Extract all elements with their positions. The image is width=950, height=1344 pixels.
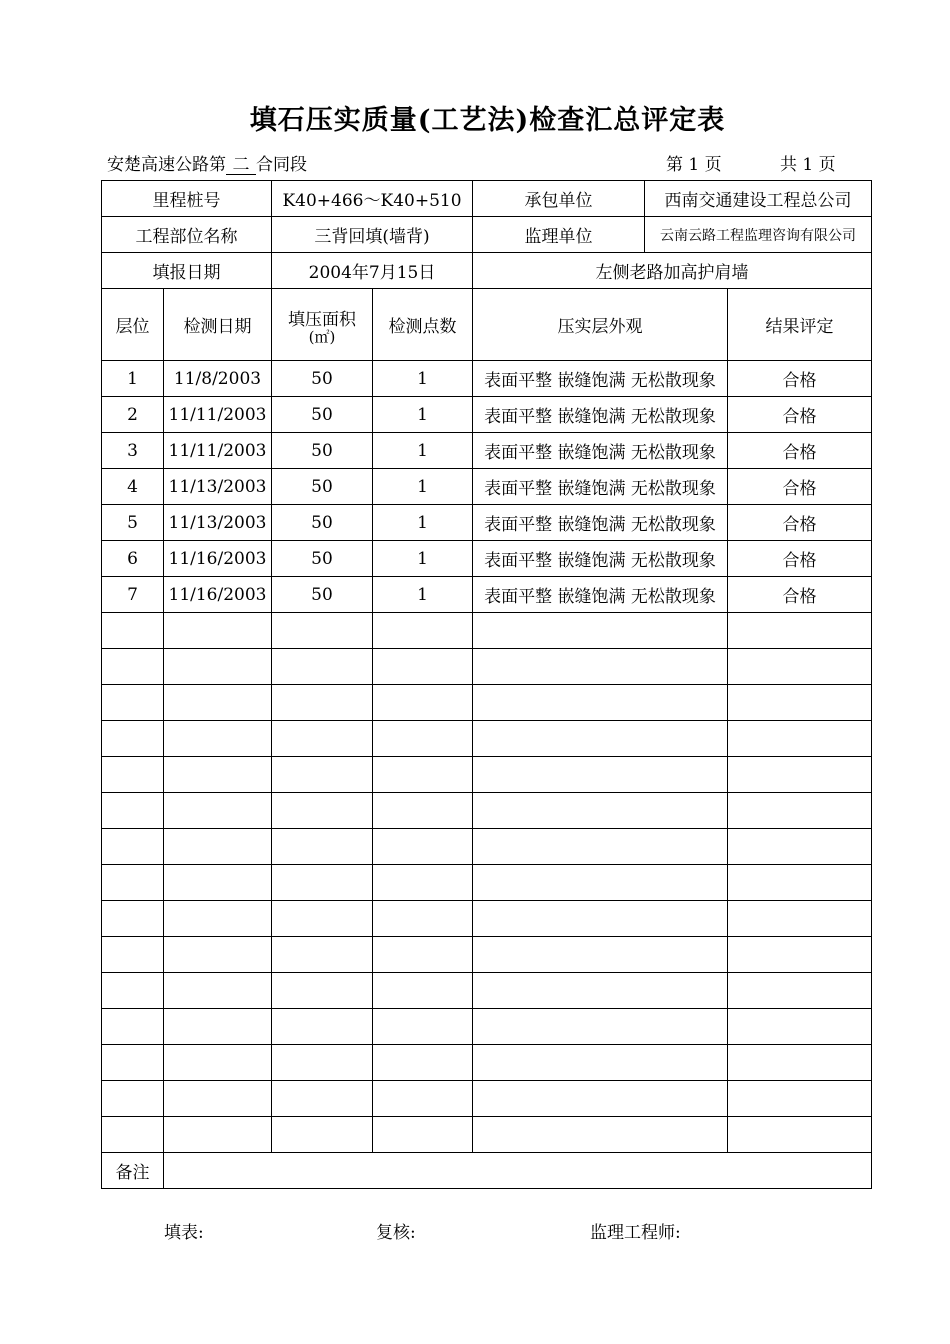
empty-cell bbox=[272, 1117, 373, 1153]
empty-cell bbox=[473, 757, 728, 793]
empty-cell bbox=[728, 757, 872, 793]
empty-cell bbox=[272, 901, 373, 937]
cell-area: 50 bbox=[272, 397, 373, 433]
empty-cell bbox=[164, 973, 272, 1009]
empty-cell bbox=[164, 865, 272, 901]
empty-cell bbox=[473, 937, 728, 973]
empty-cell bbox=[164, 793, 272, 829]
empty-cell bbox=[473, 829, 728, 865]
cell-layer: 5 bbox=[102, 505, 164, 541]
empty-cell bbox=[164, 1081, 272, 1117]
contract-number: 二 bbox=[226, 157, 256, 175]
table-row bbox=[102, 541, 872, 577]
empty-cell bbox=[728, 793, 872, 829]
empty-cell bbox=[373, 613, 473, 649]
col-result: 结果评定 bbox=[728, 289, 872, 361]
empty-cell bbox=[373, 649, 473, 685]
empty-cell bbox=[728, 685, 872, 721]
empty-cell bbox=[102, 973, 164, 1009]
empty-row bbox=[102, 757, 872, 793]
empty-row bbox=[102, 1045, 872, 1081]
empty-cell bbox=[164, 649, 272, 685]
cell-points: 1 bbox=[373, 469, 473, 505]
cell-points: 1 bbox=[373, 397, 473, 433]
date-label: 填报日期 bbox=[102, 253, 272, 289]
empty-cell bbox=[272, 649, 373, 685]
cell-date: 11/13/2003 bbox=[164, 469, 272, 505]
empty-cell bbox=[164, 829, 272, 865]
empty-cell bbox=[473, 1117, 728, 1153]
empty-cell bbox=[164, 1009, 272, 1045]
empty-row bbox=[102, 685, 872, 721]
cell-appearance: 表面平整 嵌缝饱满 无松散现象 bbox=[473, 361, 728, 397]
cell-result: 合格 bbox=[728, 433, 872, 469]
empty-row bbox=[102, 829, 872, 865]
empty-cell bbox=[728, 1117, 872, 1153]
empty-cell bbox=[102, 793, 164, 829]
cell-layer: 7 bbox=[102, 577, 164, 613]
cell-date: 11/16/2003 bbox=[164, 577, 272, 613]
cell-appearance: 表面平整 嵌缝饱满 无松散现象 bbox=[473, 397, 728, 433]
cell-appearance: 表面平整 嵌缝饱满 无松散现象 bbox=[473, 469, 728, 505]
empty-cell bbox=[102, 901, 164, 937]
table-row bbox=[102, 577, 872, 613]
location-note: 左侧老路加高护肩墙 bbox=[473, 253, 872, 289]
part-label: 工程部位名称 bbox=[102, 217, 272, 253]
cell-points: 1 bbox=[373, 361, 473, 397]
info-row-mileage bbox=[102, 181, 872, 217]
empty-cell bbox=[728, 613, 872, 649]
column-header-row bbox=[102, 289, 872, 361]
cell-appearance: 表面平整 嵌缝饱满 无松散现象 bbox=[473, 577, 728, 613]
empty-cell bbox=[728, 649, 872, 685]
part-value: 三背回填(墙背) bbox=[272, 217, 473, 253]
empty-cell bbox=[272, 685, 373, 721]
cell-area: 50 bbox=[272, 577, 373, 613]
cell-area: 50 bbox=[272, 541, 373, 577]
cell-area: 50 bbox=[272, 505, 373, 541]
empty-cell bbox=[373, 973, 473, 1009]
empty-cell bbox=[473, 793, 728, 829]
contractor-label: 承包单位 bbox=[473, 181, 645, 217]
empty-cell bbox=[164, 901, 272, 937]
empty-cell bbox=[373, 829, 473, 865]
empty-cell bbox=[102, 1045, 164, 1081]
empty-cell bbox=[728, 901, 872, 937]
inspection-table bbox=[101, 180, 872, 1189]
empty-cell bbox=[102, 1009, 164, 1045]
cell-date: 11/11/2003 bbox=[164, 433, 272, 469]
empty-cell bbox=[373, 757, 473, 793]
cell-points: 1 bbox=[373, 433, 473, 469]
cell-layer: 3 bbox=[102, 433, 164, 469]
empty-cell bbox=[728, 829, 872, 865]
empty-cell bbox=[373, 1081, 473, 1117]
remarks-label: 备注 bbox=[102, 1153, 164, 1189]
empty-row bbox=[102, 721, 872, 757]
engineer-label: 监理工程师: bbox=[590, 1223, 681, 1243]
empty-row bbox=[102, 793, 872, 829]
empty-cell bbox=[473, 649, 728, 685]
empty-cell bbox=[728, 973, 872, 1009]
empty-cell bbox=[473, 721, 728, 757]
empty-cell bbox=[272, 829, 373, 865]
empty-cell bbox=[473, 613, 728, 649]
empty-cell bbox=[102, 865, 164, 901]
cell-result: 合格 bbox=[728, 577, 872, 613]
empty-cell bbox=[164, 1045, 272, 1081]
cell-area: 50 bbox=[272, 361, 373, 397]
contract-section bbox=[107, 150, 307, 175]
cell-layer: 1 bbox=[102, 361, 164, 397]
col-area-unit: (㎡) bbox=[308, 327, 336, 346]
empty-cell bbox=[272, 937, 373, 973]
empty-cell bbox=[164, 937, 272, 973]
empty-cell bbox=[102, 829, 164, 865]
empty-cell bbox=[473, 865, 728, 901]
empty-row bbox=[102, 901, 872, 937]
empty-cell bbox=[102, 649, 164, 685]
empty-cell bbox=[102, 1117, 164, 1153]
empty-cell bbox=[373, 721, 473, 757]
mileage-label: 里程桩号 bbox=[102, 181, 272, 217]
cell-points: 1 bbox=[373, 577, 473, 613]
empty-cell bbox=[728, 937, 872, 973]
contractor-value: 西南交通建设工程总公司 bbox=[645, 181, 872, 217]
empty-cell bbox=[102, 685, 164, 721]
empty-cell bbox=[272, 613, 373, 649]
empty-cell bbox=[102, 757, 164, 793]
empty-cell bbox=[728, 1045, 872, 1081]
empty-cell bbox=[473, 685, 728, 721]
cell-points: 1 bbox=[373, 541, 473, 577]
empty-cell bbox=[102, 613, 164, 649]
col-appearance: 压实层外观 bbox=[473, 289, 728, 361]
info-row-part bbox=[102, 217, 872, 253]
cell-area: 50 bbox=[272, 433, 373, 469]
table-row bbox=[102, 433, 872, 469]
empty-row bbox=[102, 1081, 872, 1117]
cell-points: 1 bbox=[373, 505, 473, 541]
cell-layer: 2 bbox=[102, 397, 164, 433]
cell-result: 合格 bbox=[728, 361, 872, 397]
table-row bbox=[102, 361, 872, 397]
empty-cell bbox=[272, 793, 373, 829]
empty-cell bbox=[373, 1045, 473, 1081]
info-row-date bbox=[102, 253, 872, 289]
empty-cell bbox=[272, 865, 373, 901]
empty-row bbox=[102, 1117, 872, 1153]
col-layer: 层位 bbox=[102, 289, 164, 361]
cell-date: 11/11/2003 bbox=[164, 397, 272, 433]
supervisor-label: 监理单位 bbox=[473, 217, 645, 253]
cell-result: 合格 bbox=[728, 505, 872, 541]
cell-date: 11/13/2003 bbox=[164, 505, 272, 541]
empty-cell bbox=[373, 901, 473, 937]
form-title: 填石压实质量(工艺法)检查汇总评定表 bbox=[249, 105, 726, 136]
cell-result: 合格 bbox=[728, 469, 872, 505]
empty-cell bbox=[728, 865, 872, 901]
date-value: 2004年7月15日 bbox=[272, 253, 473, 289]
page-total: 共 1 页 bbox=[780, 155, 836, 175]
cell-appearance: 表面平整 嵌缝饱满 无松散现象 bbox=[473, 541, 728, 577]
empty-row bbox=[102, 973, 872, 1009]
empty-cell bbox=[373, 1009, 473, 1045]
cell-layer: 4 bbox=[102, 469, 164, 505]
col-points: 检测点数 bbox=[373, 289, 473, 361]
project-suffix: 合同段 bbox=[256, 155, 307, 175]
empty-cell bbox=[473, 1009, 728, 1045]
project-prefix: 安楚高速公路第 bbox=[107, 155, 226, 175]
col-area bbox=[272, 289, 373, 361]
empty-cell bbox=[272, 1009, 373, 1045]
empty-row bbox=[102, 937, 872, 973]
empty-cell bbox=[102, 721, 164, 757]
empty-cell bbox=[272, 973, 373, 1009]
filled-by-label: 填表: bbox=[164, 1223, 204, 1243]
page-number: 第 1 页 bbox=[666, 155, 722, 175]
empty-cell bbox=[728, 1009, 872, 1045]
empty-cell bbox=[164, 685, 272, 721]
empty-cell bbox=[272, 721, 373, 757]
table-row bbox=[102, 469, 872, 505]
empty-row bbox=[102, 649, 872, 685]
empty-cell bbox=[473, 1045, 728, 1081]
cell-area: 50 bbox=[272, 469, 373, 505]
cell-layer: 6 bbox=[102, 541, 164, 577]
cell-date: 11/16/2003 bbox=[164, 541, 272, 577]
empty-cell bbox=[164, 613, 272, 649]
empty-cell bbox=[272, 1045, 373, 1081]
col-date: 检测日期 bbox=[164, 289, 272, 361]
empty-row bbox=[102, 1009, 872, 1045]
cell-result: 合格 bbox=[728, 397, 872, 433]
empty-cell bbox=[272, 1081, 373, 1117]
empty-cell bbox=[473, 901, 728, 937]
empty-cell bbox=[102, 937, 164, 973]
supervisor-value: 云南云路工程监理咨询有限公司 bbox=[645, 217, 872, 253]
cell-date: 11/8/2003 bbox=[164, 361, 272, 397]
table-row bbox=[102, 505, 872, 541]
empty-cell bbox=[373, 793, 473, 829]
table-row bbox=[102, 397, 872, 433]
cell-appearance: 表面平整 嵌缝饱满 无松散现象 bbox=[473, 505, 728, 541]
remarks-field[interactable] bbox=[164, 1153, 872, 1189]
empty-cell bbox=[272, 757, 373, 793]
empty-cell bbox=[164, 757, 272, 793]
mileage-value: K40+466～K40+510 bbox=[272, 181, 473, 217]
empty-cell bbox=[102, 1081, 164, 1117]
empty-cell bbox=[373, 865, 473, 901]
empty-cell bbox=[473, 1081, 728, 1117]
empty-cell bbox=[373, 937, 473, 973]
remarks-row bbox=[102, 1153, 872, 1189]
col-area-label: 填压面积 bbox=[288, 309, 356, 330]
cell-appearance: 表面平整 嵌缝饱满 无松散现象 bbox=[473, 433, 728, 469]
empty-cell bbox=[373, 685, 473, 721]
empty-cell bbox=[728, 1081, 872, 1117]
empty-row bbox=[102, 613, 872, 649]
empty-cell bbox=[473, 973, 728, 1009]
empty-cell bbox=[164, 1117, 272, 1153]
reviewed-by-label: 复核: bbox=[376, 1223, 416, 1243]
empty-cell bbox=[728, 721, 872, 757]
empty-cell bbox=[373, 1117, 473, 1153]
empty-cell bbox=[164, 721, 272, 757]
cell-result: 合格 bbox=[728, 541, 872, 577]
empty-row bbox=[102, 865, 872, 901]
